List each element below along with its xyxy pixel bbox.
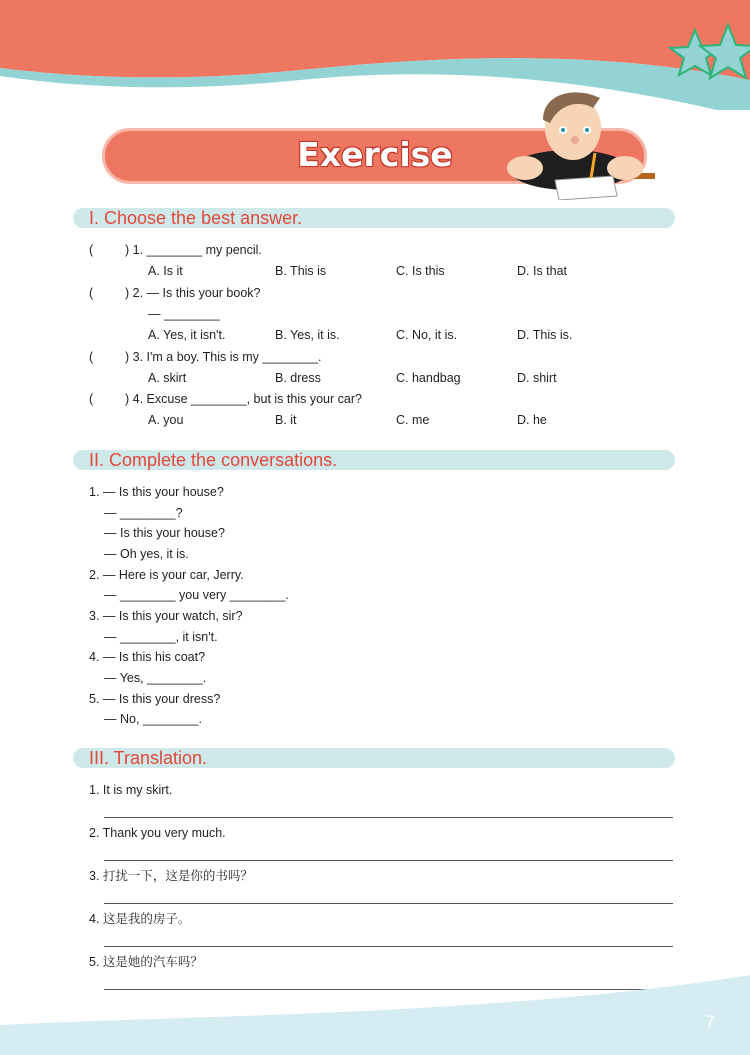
page-number: 7	[705, 1012, 715, 1031]
answer-paren: (	[89, 285, 94, 300]
translation-prompt: 3. 打扰一下，这是你的书吗？	[89, 869, 253, 883]
answer-paren: (	[89, 243, 94, 257]
question-stem: ) 2. — Is this your book?	[125, 285, 261, 300]
option-c: C. Is this	[396, 264, 445, 279]
option-a: A. you	[148, 413, 184, 428]
conversation-line: 5. — Is this your dress?	[89, 691, 221, 706]
conversation-line: 1. — Is this your house?	[89, 485, 224, 499]
answer-line[interactable]	[104, 817, 673, 818]
conversation-line: — Yes, ________.	[104, 670, 207, 685]
conversation-line: — Is this your house?	[104, 526, 225, 541]
option-c: C. handbag	[396, 370, 461, 385]
section-heading: III. Translation.	[89, 748, 208, 768]
section-1-header	[73, 208, 675, 228]
option-b: B. dress	[275, 370, 321, 385]
option-d: D. This is.	[517, 328, 573, 343]
answer-paren: (	[89, 392, 94, 407]
option-d: D. shirt	[517, 370, 557, 385]
page-title: Exercise	[297, 135, 453, 174]
section-heading: II. Complete the conversations.	[89, 450, 338, 470]
section-3-header	[73, 748, 675, 768]
conversation-line: 4. — Is this his coat?	[89, 650, 206, 665]
conversation-line: — No, ________.	[104, 712, 202, 727]
translation-prompt: 5. 这是她的汽车吗？	[89, 955, 203, 969]
option-c: C. me	[396, 413, 430, 428]
boy-illustration	[495, 88, 660, 200]
section-heading: I. Choose the best answer.	[89, 208, 303, 228]
option-c: C. No, it is.	[396, 328, 458, 343]
option-a: A. Is it	[148, 264, 183, 279]
conversation-line: 2. — Here is your car, Jerry.	[89, 567, 244, 582]
question-stem: ) 1. ________ my pencil.	[125, 243, 262, 257]
option-a: A. skirt	[148, 370, 187, 385]
answer-paren: (	[89, 349, 94, 364]
option-d: D. Is that	[517, 264, 568, 279]
conversation-line: — ________ you very ________.	[104, 588, 289, 603]
question-stem: ) 3. I'm a boy. This is my ________.	[125, 349, 322, 364]
translation-prompt: 1. It is my skirt.	[89, 783, 173, 797]
translation-prompt: 4. 这是我的房子。	[89, 912, 191, 926]
conversation-line: — Oh yes, it is.	[104, 546, 189, 561]
conversation-line: — ________, it isn't.	[104, 629, 218, 644]
option-b: B. Yes, it is.	[275, 328, 340, 343]
option-a: A. Yes, it isn't.	[148, 328, 226, 343]
option-b: B. This is	[275, 264, 327, 279]
section-2-header	[73, 450, 675, 470]
option-d: D. he	[517, 413, 547, 428]
answer-line[interactable]	[104, 903, 673, 904]
conversation-line: 3. — Is this your watch, sir?	[89, 608, 243, 623]
question-stem: ) 4. Excuse ________, but is this your car?	[125, 392, 362, 407]
answer-line[interactable]	[104, 946, 673, 947]
conversation-line: — ________?	[104, 505, 183, 520]
translation-prompt: 2. Thank you very much.	[89, 826, 226, 840]
option-b: B. it	[275, 413, 297, 428]
footer-wave	[0, 975, 750, 1055]
answer-blank: — ________	[148, 306, 220, 321]
answer-line[interactable]	[104, 860, 673, 861]
